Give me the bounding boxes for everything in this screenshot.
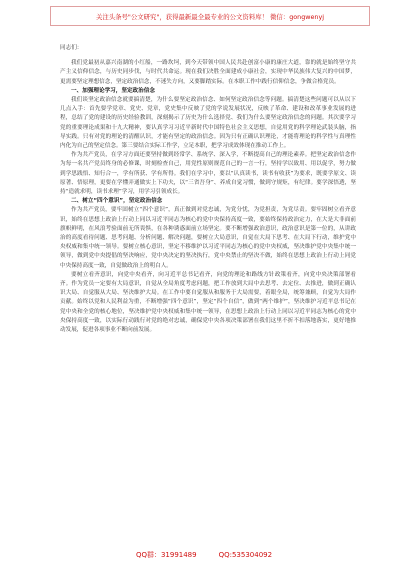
paragraph: 作为共产党员，在学习方面还要坚持做到经常学、系统学、深入学，不断提高自己的理论素养。把坚定政治信念作为每一名共产党员终身的必修课，时刻检查自己，用党性原则规范自己的一言一行，坚持学以致用、用以促学，努力做到学思践悟、知行合一，学有所获、学有所得。我们在学习中，要以“认真读书，读书有收获”为要求，既要学原文、读原著、悟原理，更要在学懂弄通做实上下功夫，以“三省吾身”、养成自觉习惯，做到守规矩，有纪律。要学深悟透，坚持“造就求明，读书求理”学习，用学习引领成长。 <box>60 152 356 196</box>
page-footer <box>0 548 408 562</box>
footer-qq-group: QQ群：31991489 <box>135 551 197 559</box>
header-banner: 关注头条号"公文研究"，获得最新最全最专业的公文资料库！ 微信：gongwenyj <box>50 6 370 26</box>
paragraph: 我们谈坚定政治信念就要搞清楚，为什么要坚定政治信念、如何坚定政治信念等问题。搞清楚这些问题可以从以下几点入手：首先要学党章、党史、党章，党史集中反映了党的学说发展状况，反映了革命、建设和改革事业发展的进程，总结了党的建设的历史经验教训，深刻揭示了历史为什么选择党、我们为什么要坚定政治信念的问题。其次要学习党的重要理论成果和十九大精神，要认真学习习近平新时代中国特色社会主义思想，自觉用党的科学理论武装头脑，指导实践。只有对党的理论的清醒认识，才能有坚定的政治信念。因为只有正确认识理论，才能将理论的科学性与真理性内化为自己的坚定信念。第三要结合实际工作学，立足本职，把学习成效体现在推动工作上。 <box>60 97 356 150</box>
footer-qq: QQ:535304092 <box>218 551 273 559</box>
section-heading: 一、加强理论学习，坚定政治信念 <box>71 87 155 94</box>
paragraph: 要树立看齐意识，向党中央看齐，向习近平总书记看齐，向党的理论和路线方针政策看齐，向党中央决策部署看齐。作为党员一定要有大局意识，自觉从全局角度考虑问题，把工作放到大局中去思考、去定位、去推进，做到正确认识大局、自觉服从大局、坚决维护大局。在工作中要自觉服从和服务于大局需要，着眼全局，统筹兼顾，自觉为大局作贡献。始终以党和人民利益为重，不断增强“四个意识”，坚定“四个自信”，做到“两个维护”，坚决维护习近平总书记在党中央和全党的核心地位，坚决维护党中央权威和集中统一领导，在思想上政治上行动上同以习近平同志为核心的党中央保持高度一致，以实际行动践行对党的绝对忠诚，确保党中央各项决策部署在我们这里不折不扣落地落实，更好地推动发展，促进各项事业不断向前发展。 <box>60 271 356 334</box>
document-body <box>60 44 356 335</box>
paragraph: 作为共产党员，要牢固树立“四个意识”，真正做到对党忠诚，为党分忧，为党担责，为党尽责。要牢固树立看齐意识，始终在思想上政治上行动上同以习近平同志为核心的党中央保持高度一致，要始终保持政治定力，在大是大非面前旗帜鲜明，在风浪考验面前无所畏惧，在各种诱惑面前立场坚定。要不断增强政治意识，政治意识是第一位的，从讲政治的高度看待问题、思考问题、分析问题、解决问题，要树立大局意识，自觉在大局下思考、在大局下行动，维护党中央权威和集中统一领导。要树立核心意识，坚定不移维护以习近平同志为核心的党中央权威，坚决维护党中央集中统一领导，做到党中央提倡的坚决响应，党中央决定的坚决执行，党中央禁止的坚决不做，始终在思想上政治上行动上同党中央保持高度一致，自觉做政治上的明白人。 <box>60 207 356 269</box>
section-heading: 二、树立“四个意识”，坚定政治信念 <box>71 198 163 205</box>
salutation: 同志们： <box>60 45 83 51</box>
paragraph: 我们党最初从嘉兴南湖的小红船，一路坎坷，到今天带领中国人民共赴创富小康的康庄大道，靠的就是始终坚守共产主义信仰信念，与历史同步伐，与时代共命运。现在我们决胜全面建成小康社会，实现中华民族伟大复兴的中国梦，更需要坚定理想信念，坚定政治信念，不迷失方向，又要脚踏实际。在本职工作中践行信仰信念，争做合格党员。 <box>60 60 356 85</box>
